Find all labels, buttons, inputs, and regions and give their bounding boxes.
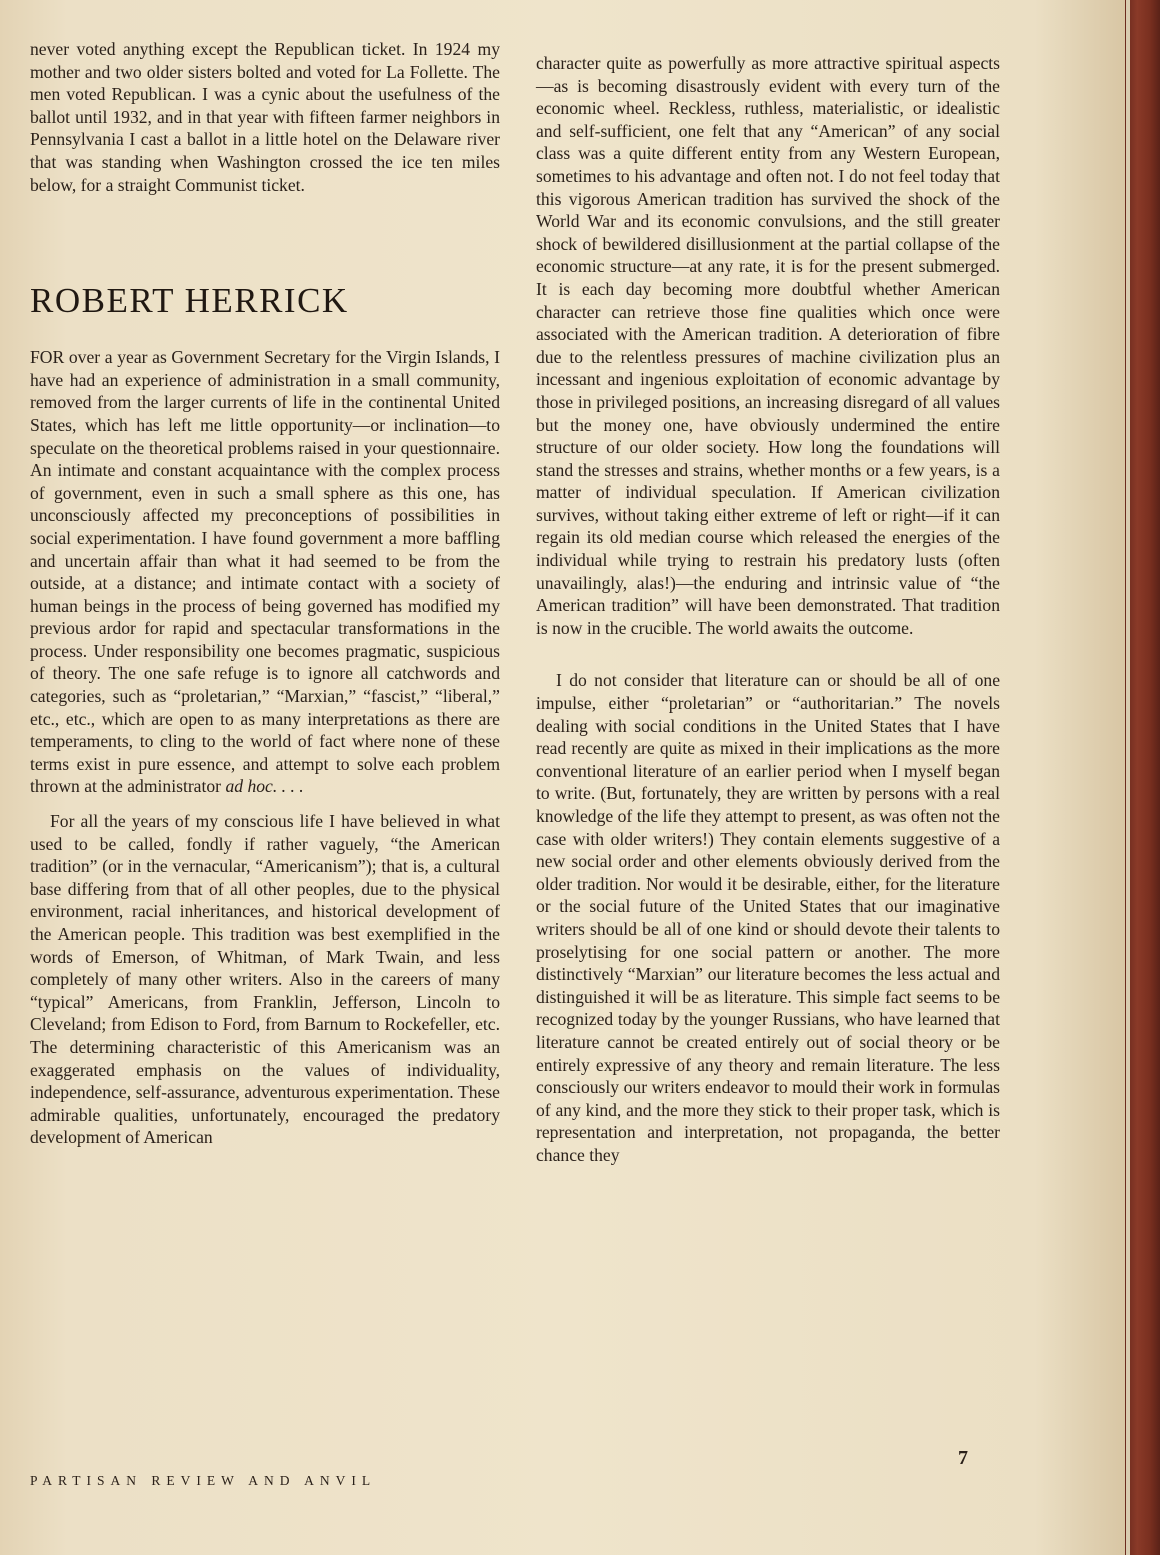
herrick-paragraph-1-text: FOR over a year as Government Secretary for the Virgin Islands, I have had an experience of administration in a small community, removed from the larger currents of life in the continental United States, which has left me little opportunity—or inclination—to speculate on the theoretical problems raised in your questionnaire. An intimate and constant acquaintance with the complex process of government, even in such a small sphere as this one, has unconsciously affected my preconceptions of possibilities in social experimentation. I have found government a more baffling and uncertain affair than what it had seemed to be from the outside, at a distance; and intimate contact with a society of human beings in the process of being governed has modified my previous ardor for rapid and spectacular transformations in the process. Under responsibility one becomes pragmatic, suspicious of theory. The one safe refuge is to ignore all catchwords and categories, such as “proletarian,” “Marxian,” “fascist,” “liberal,” etc., etc., which are open to as many interpretations as there are temperaments, to cling to the world of fact where none of these terms exist in pure essence, and attempt to solve each problem thrown at the administrator [30,347,500,797]
right-paragraph-2: I do not consider that literature can or should be all of one impulse, either “proletarian” or “authoritarian.” The novels dealing with social conditions in the United States that I have read recently are quite as mixed in their implications as the more conventional literature of an earlier period when I myself began to write. (But, fortunately, they are written by persons with a real knowledge of the life they attempt to present, as was often not the case with older writers!) They contain elements suggestive of a new social order and other elements obviously derived from the older tradition. Nor would it be desirable, either, for the literature or the social future of the United States that our imaginative writers should be all of one kind or should devote their talents to proselytising for one social pattern or another. The more distinctively “Marxian” our literature becomes the less actual and distinguished it will be as literature. This simple fact seems to be recognized today by the younger Russians, who have learned that literature cannot be created entirely out of social theory or be entirely expressive of any theory and remain literature. The less consciously our writers endeavor to mould their work in formulas of any kind, and the more they stick to their proper task, which is representation and interpretation, not propaganda, the better chance they [536,670,1000,1165]
herrick-paragraph-2: For all the years of my conscious life I have believed in what used to be called, fondly if rather vaguely, “the American tradition” (or in the vernacular, “Americanism”); that is, a cultural base differing from that of all other peoples, due to the physical environment, racial inheritances, and historical development of the American people. This tradition was best exemplified in the words of Emerson, of Whitman, of Mark Twain, and less completely of many other writers. Also in the careers of many “typical” Americans, from Franklin, Jefferson, Lincoln to Cleveland; from Edison to Ford, from Barnum to Rockefeller, etc. The determining characteristic of this Americanism was an exaggerated emphasis on the values of individuality, independence, self-assurance, adventurous experimentation. These admirable qualities, unfortunately, encouraged the predatory development of American [30,811,500,1148]
left-column [30,38,500,1488]
right-paragraph-1: character quite as powerfully as more attractive spiritual aspects—as is becoming disastrously evident with every turn of the economic wheel. Reckless, ruthless, materialistic, or idealistic and self-sufficient, one felt that any “American” of any social class was a quite different entity from any Western European, sometimes to his advantage and often not. I do not feel today that this vigorous American tradition has survived the shock of the World War and its economic convulsions, and the still greater shock of bewildered disillusionment at the partial collapse of the economic structure—at any rate, it is for the present submerged. It is each day becoming more doubtful whether American character can retrieve those fine qualities which once were associated with the American tradition. A deterioration of fibre due to the relentless pressures of machine civilization plus an incessant and ingenious exploitation of economic advantage by those in privileged positions, an increasing disregard of all values but the money one, have obviously undermined the entire structure of our older society. How long the foundations will stand the stresses and strains, whether months or a few years, is a matter of individual speculation. If American civilization survives, without taking either extreme of left or right—if it can regain its old median course which released the energies of the individual while trying to restrain his predatory lusts (often unavailingly, alas!)—the enduring and intrinsic value of “the American tradition” will have been demonstrated. That tradition is now in the crucible. The world awaits the outcome. [536,53,1000,638]
ad-hoc-phrase: ad hoc. . . . [225,776,304,797]
right-column [536,52,1000,1167]
book-spine [1125,0,1160,1555]
page-number: 7 [958,1447,968,1469]
section-title: ROBERT HERRICK [30,281,349,321]
publication-footer: PARTISAN REVIEW AND ANVIL [30,1473,377,1488]
herrick-paragraph-1 [30,346,500,798]
intro-paragraph: never voted anything except the Republican ticket. In 1924 my mother and two older sisters bolted and voted for La Follette. The men voted Republican. I was a cynic about the usefulness of the ballot until 1932, and in that year with fifteen farmer neighbors in Pennsylvania I cast a ballot in a little hotel on the Delaware river that was standing when Washington crossed the ice ten miles below, for a straight Communist ticket. [30,39,500,195]
page-edge [1126,0,1130,1555]
